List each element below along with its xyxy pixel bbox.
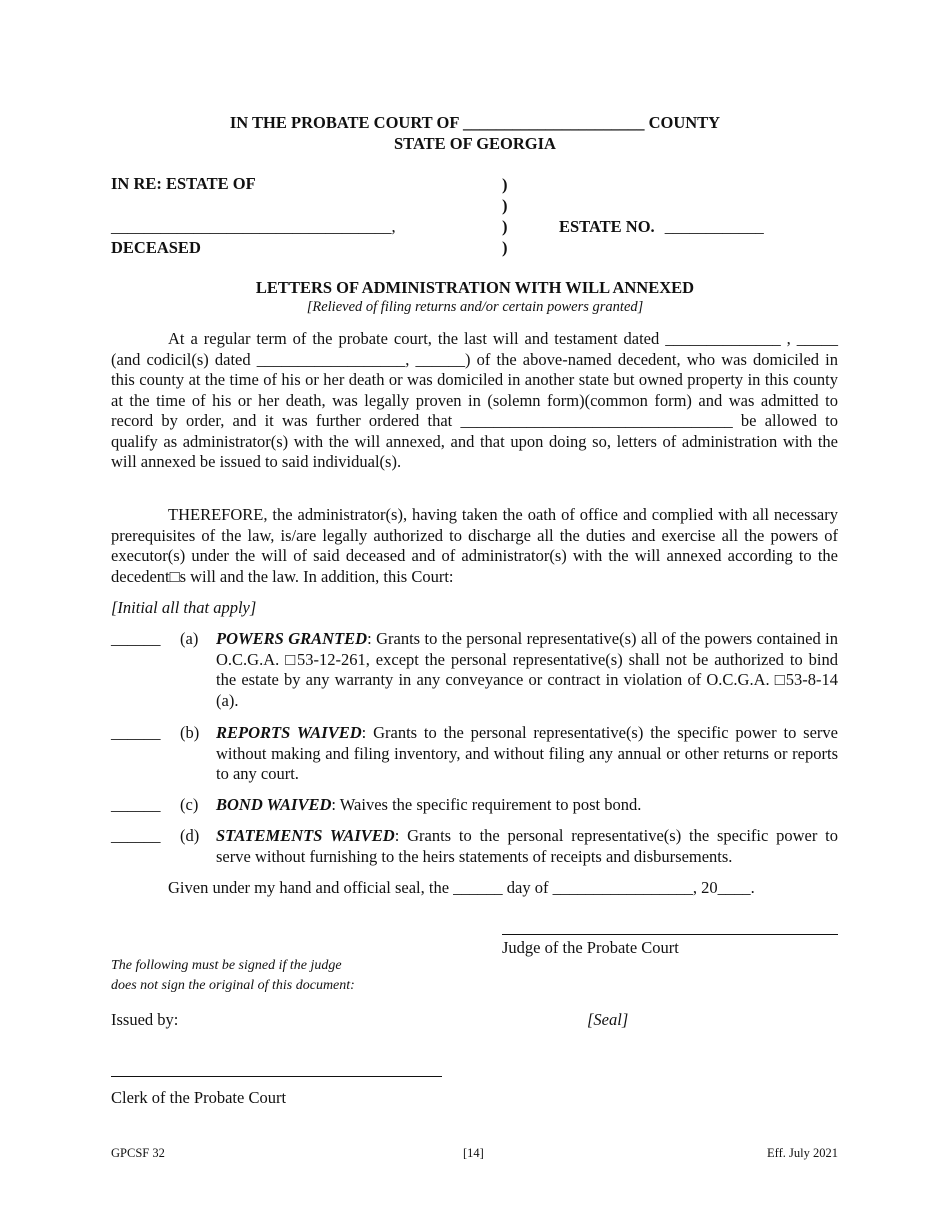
paragraph-2-text: THEREFORE, the administrator(s), having taken the oath of office and complied with all necessary prerequisites of the law, is/are legally authorized to discharge all the duties and exercise all the powers of executor(s) under the will of said deceased and of administrator(s) with the will annexed according to the decedent□s will and the law. In addition, this Court: — [111, 505, 838, 586]
seal-label: [Seal] — [587, 1010, 629, 1029]
initial-note: [Initial all that apply] — [111, 598, 257, 617]
judge-signature-line — [502, 934, 838, 935]
paragraph-1-text: At a regular term of the probate court, the last will and testament dated ______________ , _____ (and codicil(s) dated __________________, ______) of the above-named decedent, who was domiciled in this county at the time of his or her death or was domiciled in another state but owned property in this county at the time of his or her death, was legally proven in (solemn form)(common form) and was admitted to record by order, and it was further ordered that _________________________________ be allowed to qualify as administrator(s) with the will annexed, and that upon doing so, letters of administration with the will annexed be issued to said individual(s). — [111, 329, 838, 471]
form-id: GPCSF 32 — [111, 1146, 165, 1160]
estate-number — [559, 217, 764, 237]
estate-no-label: ESTATE NO. — [559, 217, 655, 236]
item-text — [216, 723, 838, 785]
item-heading: BOND WAIVED — [216, 795, 332, 814]
item-letter: (a) — [180, 629, 199, 648]
item-letter: (b) — [180, 723, 200, 742]
initial-blank: ______ — [111, 723, 161, 742]
issued-by-label: Issued by: — [111, 1010, 179, 1029]
signature-note-line-1: The following must be signed if the judge — [111, 958, 342, 973]
document-title: LETTERS OF ADMINISTRATION WITH WILL ANNEXED — [255, 278, 695, 297]
item-heading: POWERS GRANTED — [216, 629, 368, 648]
state-heading: STATE OF GEORGIA — [394, 134, 556, 153]
court-heading — [0, 113, 950, 133]
deceased-label: DECEASED — [111, 238, 201, 257]
estate-no-blank: ____________ — [664, 217, 764, 236]
court-prefix: IN THE PROBATE COURT OF — [229, 113, 459, 132]
document-subtitle: [Relieved of filing returns and/or certain powers granted] — [306, 299, 644, 315]
caption-paren: ) — [502, 196, 508, 215]
decedent-name-blank: __________________________________, — [111, 217, 396, 236]
item-letter: (d) — [180, 826, 200, 845]
page-number: [14] — [463, 1146, 484, 1160]
item-heading: REPORTS WAIVED — [216, 723, 362, 742]
in-re-label: IN RE: ESTATE OF — [111, 174, 256, 193]
item-body: : Waives the specific requirement to post bond. — [331, 795, 642, 814]
clerk-label: Clerk of the Probate Court — [111, 1088, 287, 1107]
judge-label: Judge of the Probate Court — [502, 938, 679, 957]
effective-date: Eff. July 2021 — [767, 1146, 838, 1160]
county-suffix: COUNTY — [648, 113, 721, 132]
item-body: : Grants to the personal representative(s) the specific power to serve without furnishing to the heirs statements of receipts and disbursements. — [216, 826, 839, 866]
county-blank: ______________________ — [462, 113, 645, 132]
caption-paren: ) — [502, 238, 508, 257]
clerk-signature-line — [111, 1076, 442, 1077]
body-paragraph-1 — [111, 329, 838, 473]
given-under-hand: Given under my hand and official seal, the ______ day of _________________, 20____. — [168, 878, 755, 897]
item-text — [216, 826, 838, 867]
signature-note-line-2: does not sign the original of this document: — [111, 978, 355, 993]
item-body: : Grants to the personal representative(s) the specific power to serve without making and filing inventory, and without filing any annual or other returns or reports to any court. — [216, 723, 838, 783]
item-letter: (c) — [180, 795, 199, 814]
caption-paren: ) — [502, 217, 508, 236]
item-text — [216, 629, 838, 711]
item-heading: STATEMENTS WAIVED — [216, 826, 395, 845]
initial-blank: ______ — [111, 795, 161, 814]
initial-blank: ______ — [111, 629, 161, 648]
initial-blank: ______ — [111, 826, 161, 845]
item-text — [216, 795, 838, 816]
caption-paren: ) — [502, 175, 508, 194]
body-paragraph-2 — [111, 505, 838, 587]
item-body: : Grants to the personal representative(s) all of the powers contained in O.C.G.A. □53-12-261, except the personal representative(s) shall not be authorized to bind the estate by any warranty in any conveyance or contract in violation of O.C.G.A. □53-8-14 (a). — [216, 629, 838, 710]
